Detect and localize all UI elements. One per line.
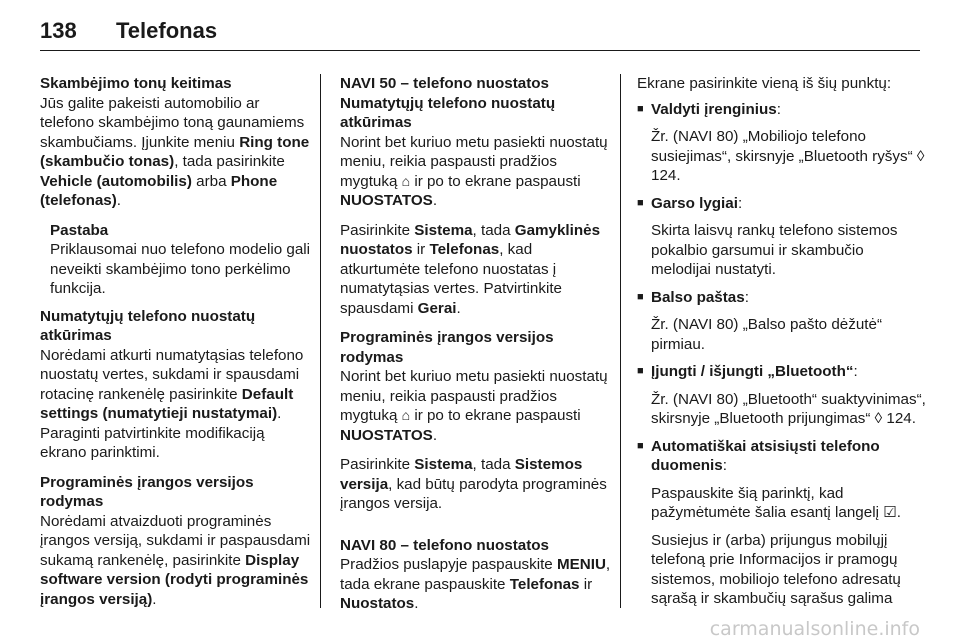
- page-number: 138: [40, 18, 77, 43]
- body-text: ir po to ekrane paspausti: [410, 407, 581, 424]
- menu-term: Gerai: [417, 299, 457, 317]
- section-heading: Numatytųjų telefono nuostatų atkūrimas: [40, 307, 256, 344]
- body-text: . Paraginti patvirtinkite modifikaciją ekrano parinktimi.: [40, 405, 282, 461]
- colon: :: [737, 194, 743, 212]
- body-text: ir: [579, 575, 593, 593]
- watermark: carmanualsonline.info: [709, 618, 920, 640]
- list-item: [637, 288, 927, 308]
- list-item: [637, 100, 927, 120]
- section-heading: Programinės įrangos versijos rodymas: [40, 473, 254, 510]
- note-text: Priklausomai nuo telefono modelio gali neveikti skambėjimo tono perkėlimo funkcija.: [50, 241, 311, 297]
- menu-term: Display software version (rodyti programinės įrangos versiją): [40, 551, 309, 608]
- navi50-reset-steps: [340, 221, 612, 319]
- ringtone-section: [40, 74, 312, 211]
- body-text: .: [456, 299, 461, 317]
- section-heading: Skambėjimo tonų keitimas: [40, 75, 232, 92]
- navi50-software-section: [340, 328, 612, 445]
- body-text: , kad būtų parodyta programinės įrangos versija.: [340, 475, 607, 512]
- list-item: [637, 362, 927, 382]
- body-text: .: [432, 426, 438, 444]
- item-description: Paspauskite šią parinktį, kad pažymėtumėte šalia esantį langelį ☑.: [651, 484, 901, 521]
- colon: :: [776, 100, 781, 118]
- item-label: Valdyti įrenginius: [651, 100, 777, 118]
- column-divider: [320, 74, 321, 608]
- item-description: Žr. (NAVI 80) „Mobiliojo telefono susiejimas“, skirsnyje „Bluetooth ryšys“ ◊ 124.: [651, 128, 925, 184]
- bullet-icon: ■: [637, 365, 644, 377]
- menu-term: Gamyklinės nuostatos: [340, 221, 601, 258]
- column-3: [637, 74, 927, 617]
- menu-term: NUOSTATOS: [340, 426, 433, 444]
- navi80-section: [340, 555, 612, 614]
- item-label: Balso paštas: [651, 288, 745, 306]
- body-text: Pasirinkite: [340, 456, 415, 473]
- menu-term: Sistema: [414, 221, 473, 239]
- subsection-heading: Programinės įrangos versijos rodymas: [340, 329, 554, 366]
- body-text: .: [432, 192, 438, 209]
- page-title: Telefonas: [116, 18, 218, 43]
- menu-term: Telefonas: [429, 241, 500, 258]
- menu-term: Sistema: [414, 456, 473, 473]
- column-divider: [620, 74, 621, 608]
- item-label: Garso lygiai: [651, 194, 738, 212]
- body-text: Jūs galite pakeisti automobilio ar telefono skambėjimo toną gaunamiems skambučiams. Įjunkite meniu: [40, 94, 305, 151]
- home-icon: ⌂: [401, 172, 411, 189]
- list-item: [637, 194, 927, 214]
- body-text: , tada pasirinkite: [174, 153, 285, 170]
- item-description: Žr. (NAVI 80) „Bluetooth“ suaktyvinimas“, skirsnyje „Bluetooth prijungimas“ ◊ 124.: [651, 390, 926, 427]
- body-text: .: [414, 595, 419, 612]
- menu-term: Phone (telefonas): [40, 172, 278, 209]
- item-description: Žr. (NAVI 80) „Balso pašto dėžutė“ pirmiau.: [651, 316, 882, 353]
- note-box: [40, 221, 312, 299]
- body-text: ir po to ekrane paspausti: [410, 172, 581, 190]
- menu-term: MENIU: [556, 556, 606, 573]
- item-description: Susiejus ir (arba) prijungus mobilųjį telefoną prie Informacijos ir pramogų sistemos, mobiliojo telefono adresatų sąrašą ir skambučių sąrašus galima: [651, 531, 901, 607]
- reset-section: [40, 307, 312, 463]
- body-text: Norėdami atkurti numatytąsias telefono nuostatų vertes, sukdami ir spausdami rotacinę rankenėlę pasirinkite: [40, 346, 304, 403]
- subsection-heading: Numatytųjų telefono nuostatų atkūrimas: [340, 94, 556, 131]
- bullet-icon: ■: [637, 102, 644, 115]
- body-text: Norint bet kuriuo metu pasiekti nuostatų meniu, reikia paspausti pradžios mygtuką: [340, 133, 608, 190]
- note-label: Pastaba: [50, 221, 109, 239]
- bullet-icon: ■: [637, 439, 644, 452]
- list-item: [637, 437, 927, 476]
- body-text: Norint bet kuriuo metu pasiekti nuostatų meniu, reikia paspausti pradžios mygtuką: [340, 368, 608, 424]
- body-text: , tada: [472, 456, 515, 473]
- column-2: [340, 74, 612, 624]
- body-text: ir: [412, 241, 430, 258]
- body-text: , kad atkurtumėte telefono nuostatas į numatytąsias vertes. Patvirtinkite spausdami: [340, 241, 562, 317]
- menu-term: Sistemos versija: [340, 456, 583, 493]
- menu-term: Nuostatos: [340, 595, 415, 612]
- navi50-software-steps: [340, 455, 612, 514]
- section-heading: NAVI 50 – telefono nuostatos: [340, 75, 549, 92]
- body-text: Norėdami atvaizduoti programinės įrangos versiją, sukdami ir paspausdami sukamą rankenėlę, pasirinkite: [40, 512, 311, 569]
- body-text: Pasirinkite: [340, 221, 415, 239]
- item-description: Skirta laisvų rankų telefono sistemos pokalbio garsumui ir skambučio melodijai nustatyti.: [651, 222, 898, 278]
- menu-term: Ring tone (skambučio tonas): [40, 133, 310, 170]
- menu-term: Telefonas: [509, 575, 580, 593]
- body-text: .: [152, 590, 157, 608]
- home-icon: ⌂: [401, 407, 411, 423]
- body-text: , tada: [472, 221, 515, 239]
- menu-term: Default settings (numatytieji nustatymai): [40, 385, 294, 422]
- body-text: , tada ekrane paspauskite: [340, 556, 611, 593]
- navi50-reset-section: [340, 94, 612, 211]
- item-label: Įjungti / išjungti „Bluetooth“: [651, 363, 854, 380]
- body-text: arba: [191, 172, 231, 190]
- menu-term: Vehicle (automobilis): [40, 172, 192, 190]
- bullet-icon: ■: [637, 290, 644, 303]
- body-text: Pradžios puslapyje paspauskite: [340, 556, 557, 573]
- colon: :: [744, 288, 749, 306]
- page-header: [40, 16, 920, 51]
- item-label: Automatiškai atsisiųsti telefono duomenis: [651, 437, 880, 474]
- column-1: [40, 74, 312, 619]
- colon: :: [722, 457, 727, 474]
- intro-text: Ekrane pasirinkite vieną iš šių punktų:: [637, 75, 892, 92]
- software-section: [40, 473, 312, 610]
- bullet-icon: ■: [637, 196, 644, 209]
- section-heading: NAVI 80 – telefono nuostatos: [340, 536, 549, 554]
- menu-term: NUOSTATOS: [340, 192, 433, 209]
- colon: :: [853, 363, 858, 380]
- body-text: .: [116, 192, 122, 209]
